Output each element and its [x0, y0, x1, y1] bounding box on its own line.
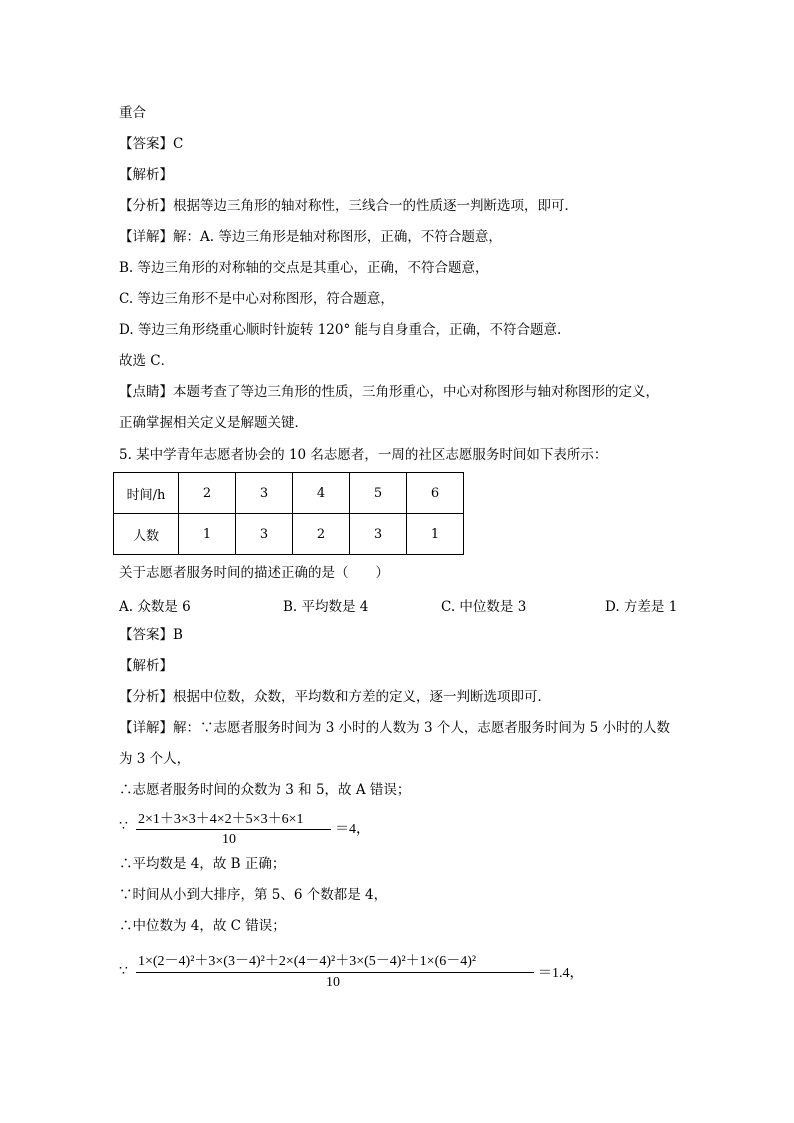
- variance-fraction: [136, 950, 596, 998]
- table-cell: 2: [293, 514, 350, 555]
- choice-conclusion: 故选 C．: [119, 353, 175, 369]
- text-line: 重合: [119, 105, 146, 121]
- question-5-stem: 5. 某中学青年志愿者协会的 10 名志愿者，一周的社区志愿服务时间如下表所示：: [119, 447, 608, 463]
- answer-label: 【答案】C: [119, 136, 184, 152]
- table-cell: 1: [179, 514, 236, 555]
- table-cell: 3: [350, 514, 407, 555]
- table-cell: 5: [350, 473, 407, 514]
- table-row: [114, 514, 464, 555]
- analysis-text-2: 【分析】根据中位数，众数，平均数和方差的定义，逐一判断选项即可．: [119, 689, 551, 705]
- service-time-table: [113, 472, 464, 555]
- table-header-cell: 人数: [114, 514, 179, 555]
- option-d: D. 方差是 1: [605, 599, 678, 615]
- analysis-text: 【分析】根据等边三角形的轴对称性，三线合一的性质逐一判断选项，即可．: [119, 198, 578, 214]
- comment-text: 【点睛】本题考查了等边三角形的性质，三角形重心，中心对称图形与轴对称图形的定义，: [119, 384, 659, 400]
- table-cell: 4: [293, 473, 350, 514]
- table-cell: 2: [179, 473, 236, 514]
- table-cell: 3: [236, 473, 293, 514]
- mode-conclusion: ∴志愿者服务时间的众数为 3 和 5，故 A 错误；: [119, 782, 411, 798]
- mean-numerator: 2×1＋3×3＋4×2＋5×3＋6×1: [138, 812, 304, 827]
- detail-text: 【详解】解：A. 等边三角形是轴对称图形，正确，不符合题意，: [119, 229, 502, 245]
- because-symbol: ∵: [119, 963, 128, 979]
- option-b: B. 平均数是 4: [283, 599, 369, 615]
- option-c-explanation: C. 等边三角形不是中心对称图形，符合题意，: [119, 291, 394, 307]
- sort-statement: ∵时间从小到大排序，第 5、6 个数都是 4，: [119, 887, 388, 903]
- variance-result: ＝1.4，: [538, 966, 584, 981]
- option-d-explanation: D. 等边三角形绕重心顺时针旋转 120° 能与自身重合，正确，不符合题意.: [119, 322, 562, 338]
- variance-numerator: 1×(2－4)²＋3×(3－4)²＋2×(4－4)²＋3×(5－4)²＋1×(6－4)²: [138, 954, 477, 969]
- variance-denominator: 10: [326, 975, 340, 990]
- detail-text-2: 【详解】解：∵志愿者服务时间为 3 小时的人数为 3 个人，志愿者服务时间为 5 小时的人数: [119, 720, 671, 736]
- mean-conclusion: ∴平均数是 4，故 B 正确；: [119, 856, 286, 872]
- because-symbol: ∵: [119, 818, 128, 834]
- median-conclusion: ∴中位数为 4，故 C 错误；: [119, 918, 286, 934]
- table-cell: 6: [407, 473, 464, 514]
- mean-result: ＝4，: [335, 822, 370, 837]
- analysis-heading: 【解析】: [119, 167, 173, 183]
- answer-label-2: 【答案】B: [119, 627, 183, 643]
- table-header-cell: 时间/h: [114, 473, 179, 514]
- analysis-heading-2: 【解析】: [119, 658, 173, 674]
- option-a: A. 众数是 6: [119, 599, 191, 615]
- option-c: C. 中位数是 3: [441, 599, 527, 615]
- comment-text-continued: 正确掌握相关定义是解题关键．: [119, 415, 308, 431]
- fraction-bar: [136, 829, 331, 830]
- mean-denominator: 10: [222, 832, 236, 847]
- table-cell: 1: [407, 514, 464, 555]
- fraction-bar: [136, 972, 534, 973]
- mean-fraction: [136, 808, 370, 854]
- question-5-prompt: 关于志愿者服务时间的描述正确的是（ ）: [119, 565, 389, 581]
- option-b-explanation: B. 等边三角形的对称轴的交点是其重心，正确，不符合题意，: [119, 260, 489, 276]
- table-cell: 3: [236, 514, 293, 555]
- table-row: [114, 473, 464, 514]
- detail-text-2-continued: 为 3 个人，: [119, 751, 191, 767]
